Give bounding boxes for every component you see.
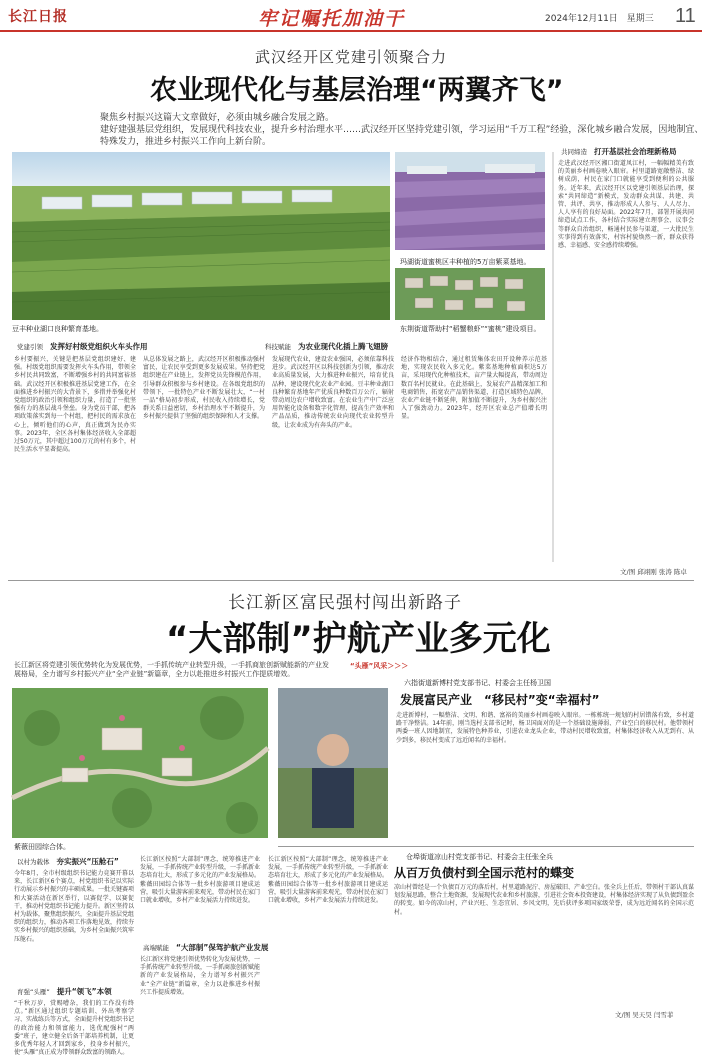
story2-sec3-title: “大部制”保驾护航产业发展 — [176, 943, 269, 952]
purple-field-photo — [395, 152, 545, 250]
purple-field-caption: 玛湖街道蜜桃区丰种植的5万亩紫菜基地。 — [400, 258, 531, 266]
story1-lede-3: 特殊发力，推进乡村振兴工作向上新台阶。 — [100, 137, 272, 147]
side2-small-title: 仓埠街道凉山村党支部书记、村委会主任张全兵 — [406, 853, 553, 861]
story2-sec2-title: 提升“领飞”本领 — [56, 987, 112, 996]
story1-col2-text: 从总体发展之路上，武汉经开区积极推动强村富民，让农民享受到更多发展成果。坚持把党组织建在产业链上，发挥党员先锋模范作用，引导群众积极参与乡村建设。在各级党组织的带领下，一批特色产业不断发展壮大，“一村一品”格局初步形成，村民收入持续增长，党群关系日益密切，乡村治理水平不断提升，为乡村振兴提供了坚强的组织保障和人才支撑。 — [143, 356, 265, 421]
side-head-label: 共同缔造 — [561, 148, 587, 156]
story2-sec1-head — [14, 856, 119, 867]
story2-sec1-label: 以村为载体 — [17, 858, 50, 866]
story2-col3b-text: 长江新区将党建引领优势转化为发展优势，一手抓传统产业转型升级，一手抓商旅创新赋能新的产业发展格局，全力谱写乡村振兴产业“全产业链”新篇章，全力以赴推进乡村振兴工作提质增效。 — [140, 956, 261, 996]
paper-name: 长江日报 — [8, 9, 68, 25]
theme-park-photo — [12, 688, 268, 838]
side-column-rule — [552, 152, 554, 562]
story2-lede: 长江新区将党建引领优势转化为发展优势，一手抓传统产业转型升级，一手抓商旅创新赋能新的产业发展格局，全力谱写乡村振兴产业“全产业链”新篇章，全力以赴推进乡村振兴工作提质增效。 — [14, 661, 329, 678]
side2-title: 从百万负债村到全国示范村的蝶变 — [394, 866, 575, 880]
story1-kicker: 武汉经开区党建引领聚合力 — [255, 48, 448, 66]
theme-park-caption: 紫薇田园综合体。 — [14, 843, 70, 851]
village-photo — [395, 268, 545, 320]
side-head-title: 打开基层社会治理新格局 — [594, 147, 677, 156]
story2-col1-text: 今年8月，全市村级组织书记能力竞赛开幕以来，长江新区6个赛点，村党组织书记以实际行动展示乡村振兴的丰硕成果。一批关键赛项和大赛活动在新区举行，以赛促学、以赛促干，推动村党组织书记能力提升。新区坚持以村为载体，聚焦组织振兴，全面提升基层党组织的组织力，推动各项工作落地见效，持续夯实乡村振兴的组织基础，为乡村全面振兴筑牢压舱石。 — [14, 870, 135, 943]
story2-col2-text: “千秋万岁，赏赐嘈杂，我们的工作没有终点。”新区通过组织专题培训、外出考察学习、实战练兵等方式，全面提升村党组织书记的政治能力和领富能力，选优配强村“两委”班子，建立健全后备干部培养机制，让更多优秀年轻人才回到家乡，投身乡村振兴，使“头雁”真正成为带领群众致富的领路人。 — [14, 1000, 135, 1057]
story2-col3-text: 长江新区按照“大部制”理念，统筹推进产业发展，一手抓传统产业转型升级，一手抓新业态培育壮大，形成了多元化的产业发展格局。紫薇田园综合体等一批乡村旅游项目建成运营，吸引大量游客前来观光，带动村民在家门口就业增收，乡村产业发展活力持续迸发。 — [140, 856, 261, 905]
story2-sec2-label: 育强“头雁” — [17, 988, 50, 996]
issue-date: 2024年12月11日 星期三 — [545, 14, 654, 24]
story1-byline: 文/图 邱翊刚 张涛 陈卓 — [620, 568, 687, 576]
story1-sec1-head — [14, 341, 148, 352]
story2-sec3-head — [140, 942, 268, 953]
story1-sec2-head — [262, 341, 388, 352]
column-title: 牢记嘱托加油干 — [258, 8, 406, 30]
sec2-label: 科技赋能 — [265, 343, 291, 351]
story2-sec1-title: 夯实振兴“压舱石” — [56, 857, 119, 866]
story1-lede-2: 建好建强基层党组织，发展现代科技农业，提升乡村治理水平……武汉经开区坚持党建引领，学习运用“千万工程”经验，深化城乡融合发展，因地制宜、 — [100, 125, 703, 135]
story-divider — [8, 580, 694, 581]
side-divider — [278, 846, 694, 847]
story1-side-head — [558, 146, 677, 157]
story2-byline: 文/图 吴天昊 闫雪菲 — [615, 1011, 674, 1019]
story2-col4-text: 长江新区按照“大部制”理念，统筹推进产业发展，一手抓传统产业转型升级，一手抓新业态培育壮大，形成了多元化的产业发展格局。紫薇田园综合体等一批乡村旅游项目建成运营，吸引大量游客前来观光，带动村民在家门口就业增收，乡村产业发展活力持续迸发。 — [268, 856, 389, 905]
village-photo-caption: 东荆街道帮助村“稻蟹粮虾”“蜜桃”建设项目。 — [400, 325, 541, 333]
story1-col1-text: 乡村要振兴，关键是把基层党组织建好、建强。村级党组织需要发挥火车头作用，带领全乡村民共同致富，不断增强乡村的共同富裕基础。武汉经开区积极推进基层党建工作，在全面推进乡村振兴的大背景下，多措并举强化村党组织的政治引领和组织力量，打造了一批坚强有力的基层战斗堡垒。身为党员干部，把各项政策落实到每一个村组，把村民的需求放在心上，倾听他们的心声，真正做到为民办实事。2023年，全区各村集体经济收入全部超过50万元，其中超过100万元的村有多个，村民生活水平显著提高。 — [14, 356, 136, 454]
story1-col5-text: 走进武汉经开区湘口街道凤江村，一幅幅精美有致的美丽乡村画卷映入眼帘。村里道路宽敞整洁、绿树成荫，村民在家门口就能享受到便利的公共服务。近年来，武汉经开区以党建引领基层治理，探索“共同缔造”新模式，发动群众共谋、共建、共管、共评、共享，推动形成人人参与、人人尽力、人人享有的良好局面。2022年7月，部署开展共同缔造试点工作，各村结合实际建立理事会、议事会等群众自治组织，畅通村民参与渠道，一大批民生实事得到有效落实，村容村貌焕然一新，群众获得感、幸福感、安全感持续增强。 — [558, 160, 694, 250]
story2-sec2-head — [14, 986, 112, 997]
story2-headline: “大部制”护航产业多元化 — [166, 619, 551, 659]
story2-sec3-label: 高端赋能 — [143, 944, 169, 952]
story1-col4-text: 经济作物相结合，通过租赁集体农田开设种养示范基地，实现农民收入多元化。紫菜基地种植面积达5万亩，采用现代化种植技术，亩产量大幅提高，带动周边数百名村民就业。在此基础上，发展农产品精深加工和电商销售，拓宽农产品销售渠道，打造区域特色品牌，农业产业链不断延伸，附加值不断提升，为乡村振兴注入了强劲动力。2023年，经开区农业总产值增长明显。 — [401, 356, 547, 421]
sec2-title: 为农业现代化插上腾飞翅膀 — [298, 342, 388, 351]
farm-aerial-photo — [12, 152, 390, 320]
farm-photo-caption: 豆丰种业湖口良种繁育基地。 — [12, 325, 103, 333]
story2-kicker: 长江新区富民强村闯出新路子 — [228, 593, 462, 613]
story1-headline: 农业现代化与基层治理“两翼齐飞” — [150, 75, 564, 106]
side2-text: 凉山村曾经是一个负债百万元的落后村，村里道路泥泞、房屋破旧、产业空白。张全兵上任后，带领村干部认真谋划发展思路，整合土地资源，发展现代农业和乡村旅游，引进社会资本投资建设，村集体经济实现了从负债到盈余的转变。如今的凉山村，产业兴旺、生态宜居、乡风文明，先后获评多项国家级荣誉，成为远近闻名的全国示范村。 — [394, 884, 695, 916]
story1-lede-1: 聚焦乡村振兴这篇大文章做好，必须由城乡融合发展之路。 — [100, 113, 335, 123]
head-goose-tag: “头雁”风采＞＞＞ — [350, 662, 409, 670]
side1-title: 发展富民产业 “移民村”变“幸福村” — [400, 693, 600, 707]
sec1-title: 发挥好村级党组织火车头作用 — [50, 342, 148, 351]
sec1-label: 党建引领 — [17, 343, 43, 351]
side1-small-title: 六指街道新博村党支部书记、村委会主任杨卫国 — [404, 679, 551, 687]
page-number: 11 — [675, 5, 696, 27]
story1-col3-text: 发展现代农业，建设农业强国，必须依靠科技进步。武汉经开区以科技创新为引领，推动农业高质量发展，大力推进种业振兴，培育优良品种，建设现代化农业产业园。豆丰种业湖口良种繁育基地年产优质良种数百万公斤，辐射带动周边农户增收致富。在农业生产中广泛应用智能化设备和数字化管理，提高生产效率和产品品质，推动传统农业向现代农业转型升级，让农业成为有奔头的产业。 — [272, 356, 394, 429]
side1-text: 走进新博村，一幅整洁、文明、和谐、富裕的美丽乡村画卷映入眼帘。一栋栋统一规划的村居错落有致，乡村道路干净整洁。14年前，刚当选村支部书记时，杨卫国面对的是一个基础设施薄弱、产业空白的移民村。他带领村两委一班人因地制宜，发展特色种养业，引进农业龙头企业，带动村民增收致富，村集体经济收入从无到有、从少到多，移民村变成了远近闻名的幸福村。 — [396, 712, 694, 744]
masthead — [0, 0, 702, 32]
